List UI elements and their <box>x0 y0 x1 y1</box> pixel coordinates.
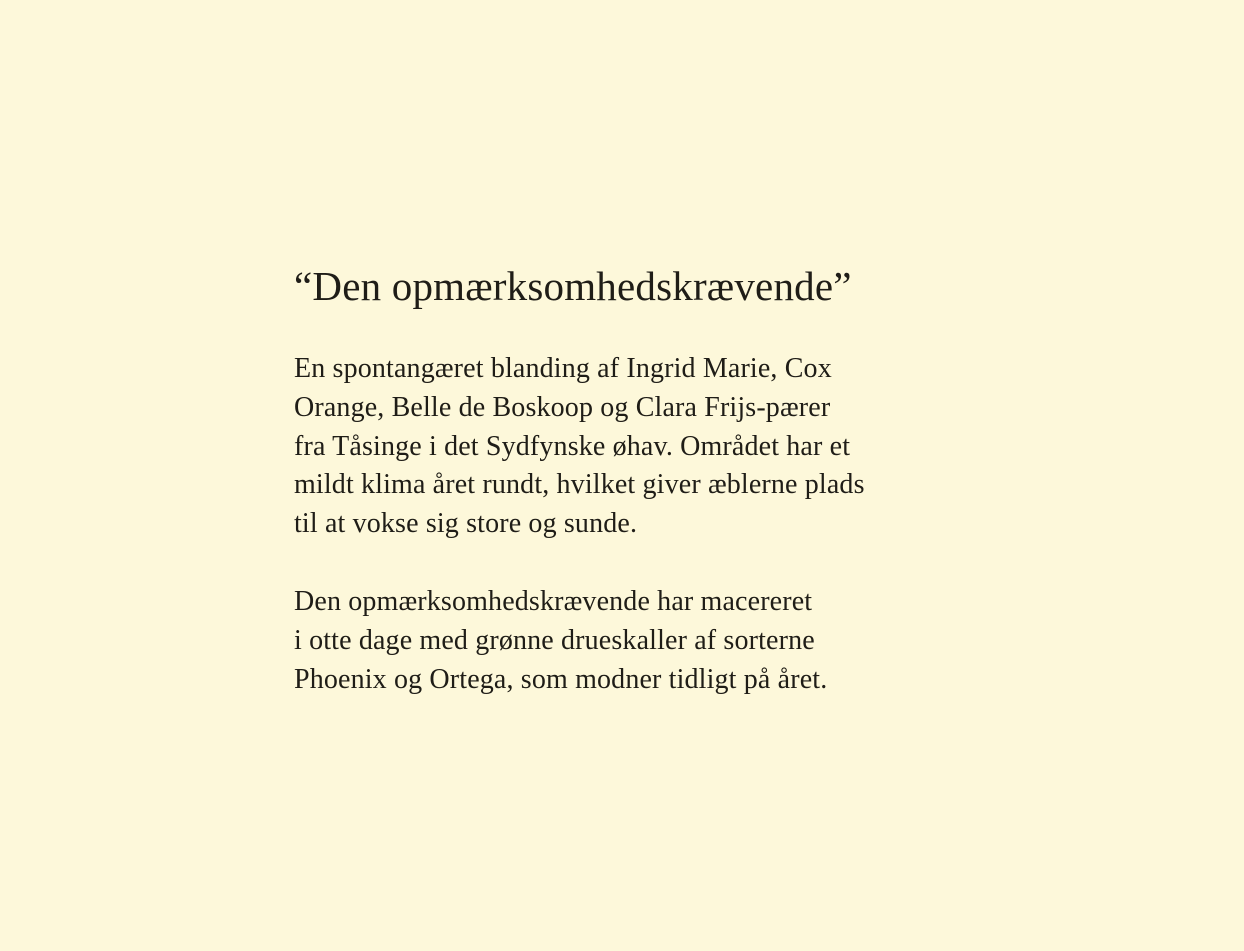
paragraph-line: Phoenix og Ortega, som modner tidligt på året. <box>294 663 828 695</box>
paragraph-line: Den opmærksomhedskrævende har macereret <box>294 585 813 617</box>
paragraph-line: fra Tåsinge i det Sydfynske øhav. Området har et <box>294 430 851 462</box>
paragraph-line: i otte dage med grønne drueskaller af sorterne <box>294 624 815 656</box>
paragraph-line: Orange, Belle de Boskoop og Clara Frijs-pærer <box>294 391 831 423</box>
article <box>294 262 974 699</box>
paragraph-line: En spontangæret blanding af Ingrid Marie, Cox <box>294 353 832 384</box>
paragraph-line: mildt klima året rundt, hvilket giver æblerne plads <box>294 469 865 501</box>
article-title: “Den opmærksomhedskrævende” <box>294 263 852 309</box>
paragraph-maceration <box>294 583 974 699</box>
paragraph-origin <box>294 350 974 544</box>
paragraph-line: til at vokse sig store og sunde. <box>294 508 638 540</box>
